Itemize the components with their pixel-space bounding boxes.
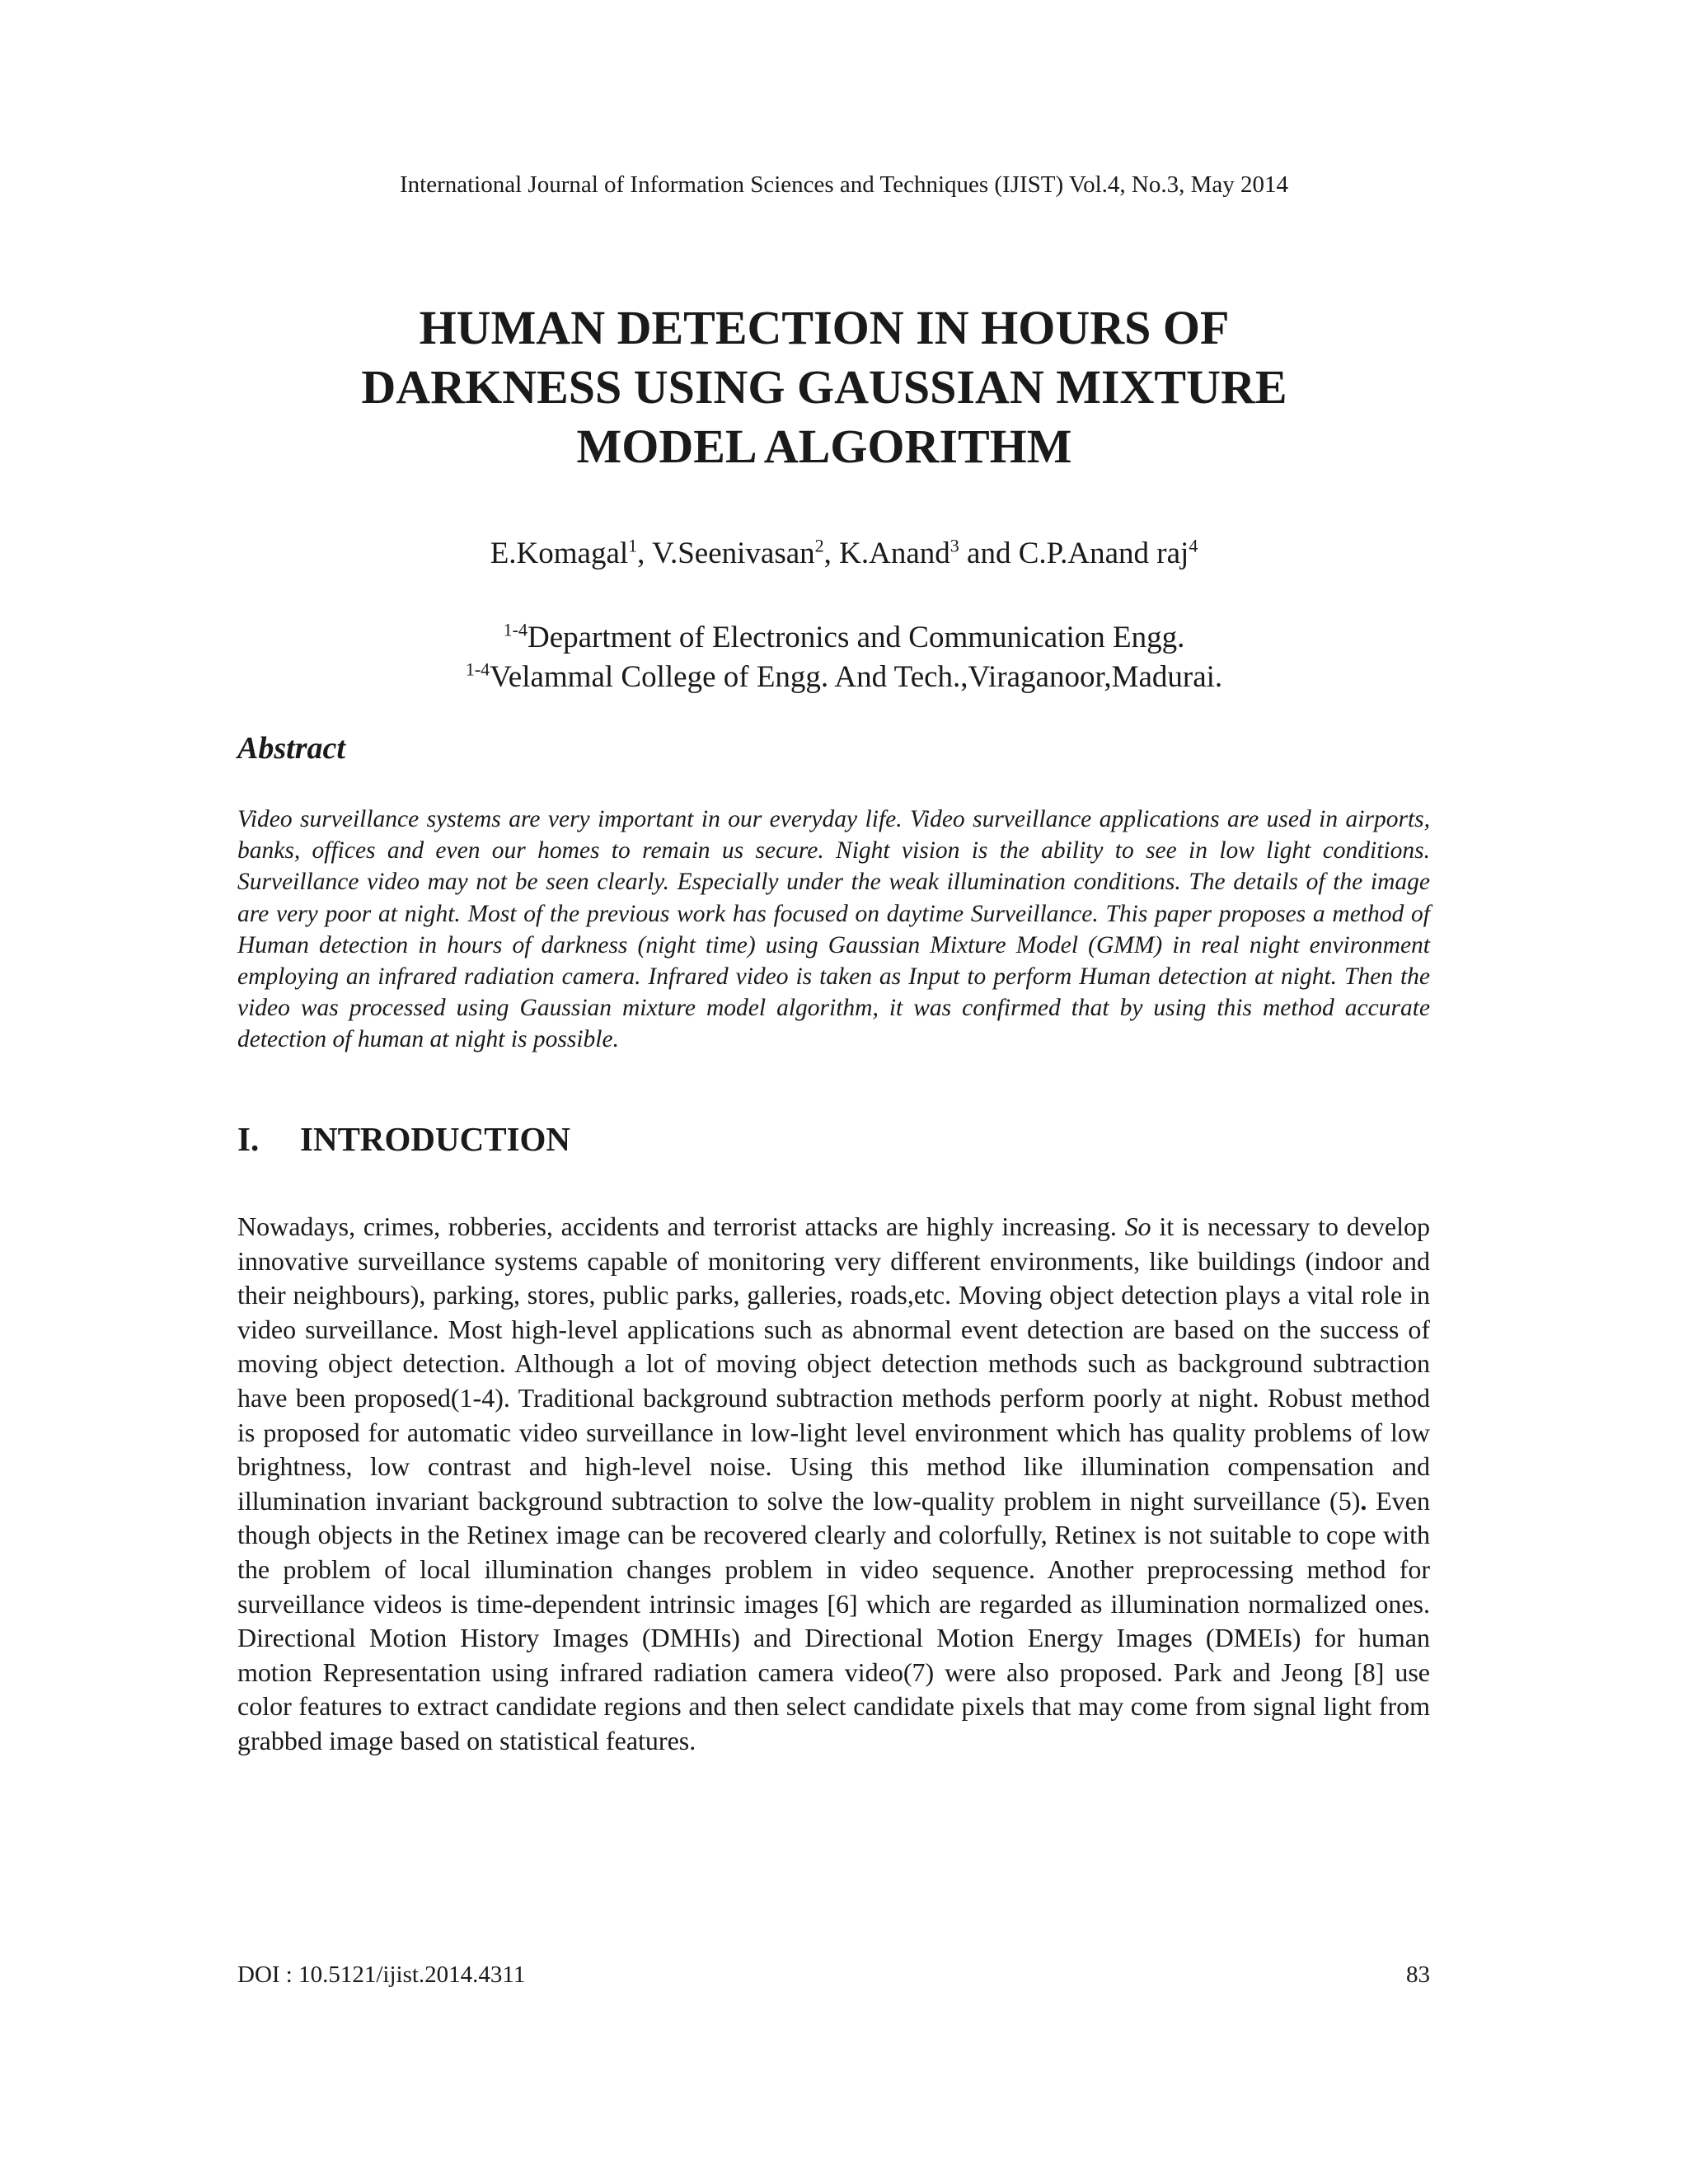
abstract-heading: Abstract xyxy=(237,731,345,766)
paper-title xyxy=(247,298,1401,476)
affiliation-text: Department of Electronics and Communication Engg. xyxy=(527,621,1185,654)
title-line: HUMAN DETECTION IN HOURS OF xyxy=(419,301,1230,354)
title-line: DARKNESS USING GAUSSIAN MIXTURE xyxy=(361,360,1287,414)
intro-text-part: Even though objects in the Retinex image can be recovered clearly and colorfully, Retinex is not suitable to cope with the problem of local illumination changes problem in video sequence. Another preprocessing method for surveillance videos is time-dependent intrinsic images [6] which are regarded as illumination normalized ones. Directional Motion History Images (DMHIs) and Directional Motion Energy Images (DMEIs) for human motion Representation using infrared radiation camera video(7) were also proposed. Park and Jeong [8] use color features to extract candidate regions and then select candidate pixels that may come from signal light from grabbed image based on statistical features. xyxy=(237,1485,1431,1755)
intro-text-bold-period: . xyxy=(1360,1485,1367,1516)
intro-text-part: Nowadays, crimes, robberies, accidents and terrorist attacks are highly increasing. xyxy=(237,1212,1125,1241)
page-number: 83 xyxy=(1406,1961,1430,1988)
author-affil-sup: 1 xyxy=(628,535,638,556)
affiliation-sup: 1-4 xyxy=(503,619,528,640)
author-name: C.P.Anand raj xyxy=(1018,537,1189,570)
author-separator: and xyxy=(959,537,1019,570)
author-separator: , xyxy=(823,537,840,570)
intro-text-emphasis: So xyxy=(1124,1212,1151,1241)
author-name: E.Komagal xyxy=(490,537,629,570)
author-separator: , xyxy=(637,537,653,570)
author-name: V.Seenivasan xyxy=(652,537,815,570)
affiliation-college xyxy=(0,659,1688,695)
author-affil-sup: 3 xyxy=(950,535,959,556)
section-number: I. xyxy=(237,1120,260,1158)
author-name: K.Anand xyxy=(839,537,950,570)
footer-doi: DOI : 10.5121/ijist.2014.4311 xyxy=(237,1961,526,1988)
abstract-text: Video surveillance systems are very important in our everyday life. Video surveillance applications are used in airports, banks, offices and even our homes to remain us secure. Night vision is the ability to see in low light conditions. Surveillance video may not be seen clearly. Especially under the weak illumination conditions. The details of the image are very poor at night. Most of the previous work has focused on daytime Surveillance. This paper proposes a method of Human detection in hours of darkness (night time) using Gaussian Mixture Model (GMM) in real night environment employing an infrared radiation camera. Infrared video is taken as Input to perform Human detection at night. Then the video was processed using Gaussian mixture model algorithm, it was confirmed that by using this method accurate detection of human at night is possible. xyxy=(237,806,1430,1053)
journal-header: International Journal of Information Sciences and Techniques (IJIST) Vol.4, No.3, May 2014 xyxy=(400,171,1288,198)
affiliation-department xyxy=(0,620,1688,655)
intro-text-part: it is necessary to develop innovative surveillance systems capable of monitoring very different environments, like buildings (indoor and their neighbours), parking, stores, public parks, galleries, roads,etc. Moving object detection plays a vital role in video surveillance. Most high-level applications such as abnormal event detection are based on the success of moving object detection. Although a lot of moving object detection methods such as background subtraction have been proposed(1-4). Traditional background subtraction methods perform poorly at night. Robust method is proposed for automatic video surveillance in low-light level environment which has quality problems of low brightness, low contrast and high-level noise. Using this method like illumination compensation and illumination invariant background subtraction to solve the low-quality problem in night surveillance (5) xyxy=(237,1212,1431,1516)
introduction-text xyxy=(237,1210,1430,1759)
title-line: MODEL ALGORITHM xyxy=(576,419,1072,473)
affiliation-sup: 1-4 xyxy=(465,658,490,680)
section-heading-introduction xyxy=(237,1119,570,1159)
affiliation-text: Velammal College of Engg. And Tech.,Viraganoor,Madurai. xyxy=(490,660,1223,694)
author-affil-sup: 2 xyxy=(814,535,824,556)
section-title: INTRODUCTION xyxy=(300,1120,571,1158)
author-affil-sup: 4 xyxy=(1189,535,1198,556)
author-list xyxy=(0,536,1688,571)
